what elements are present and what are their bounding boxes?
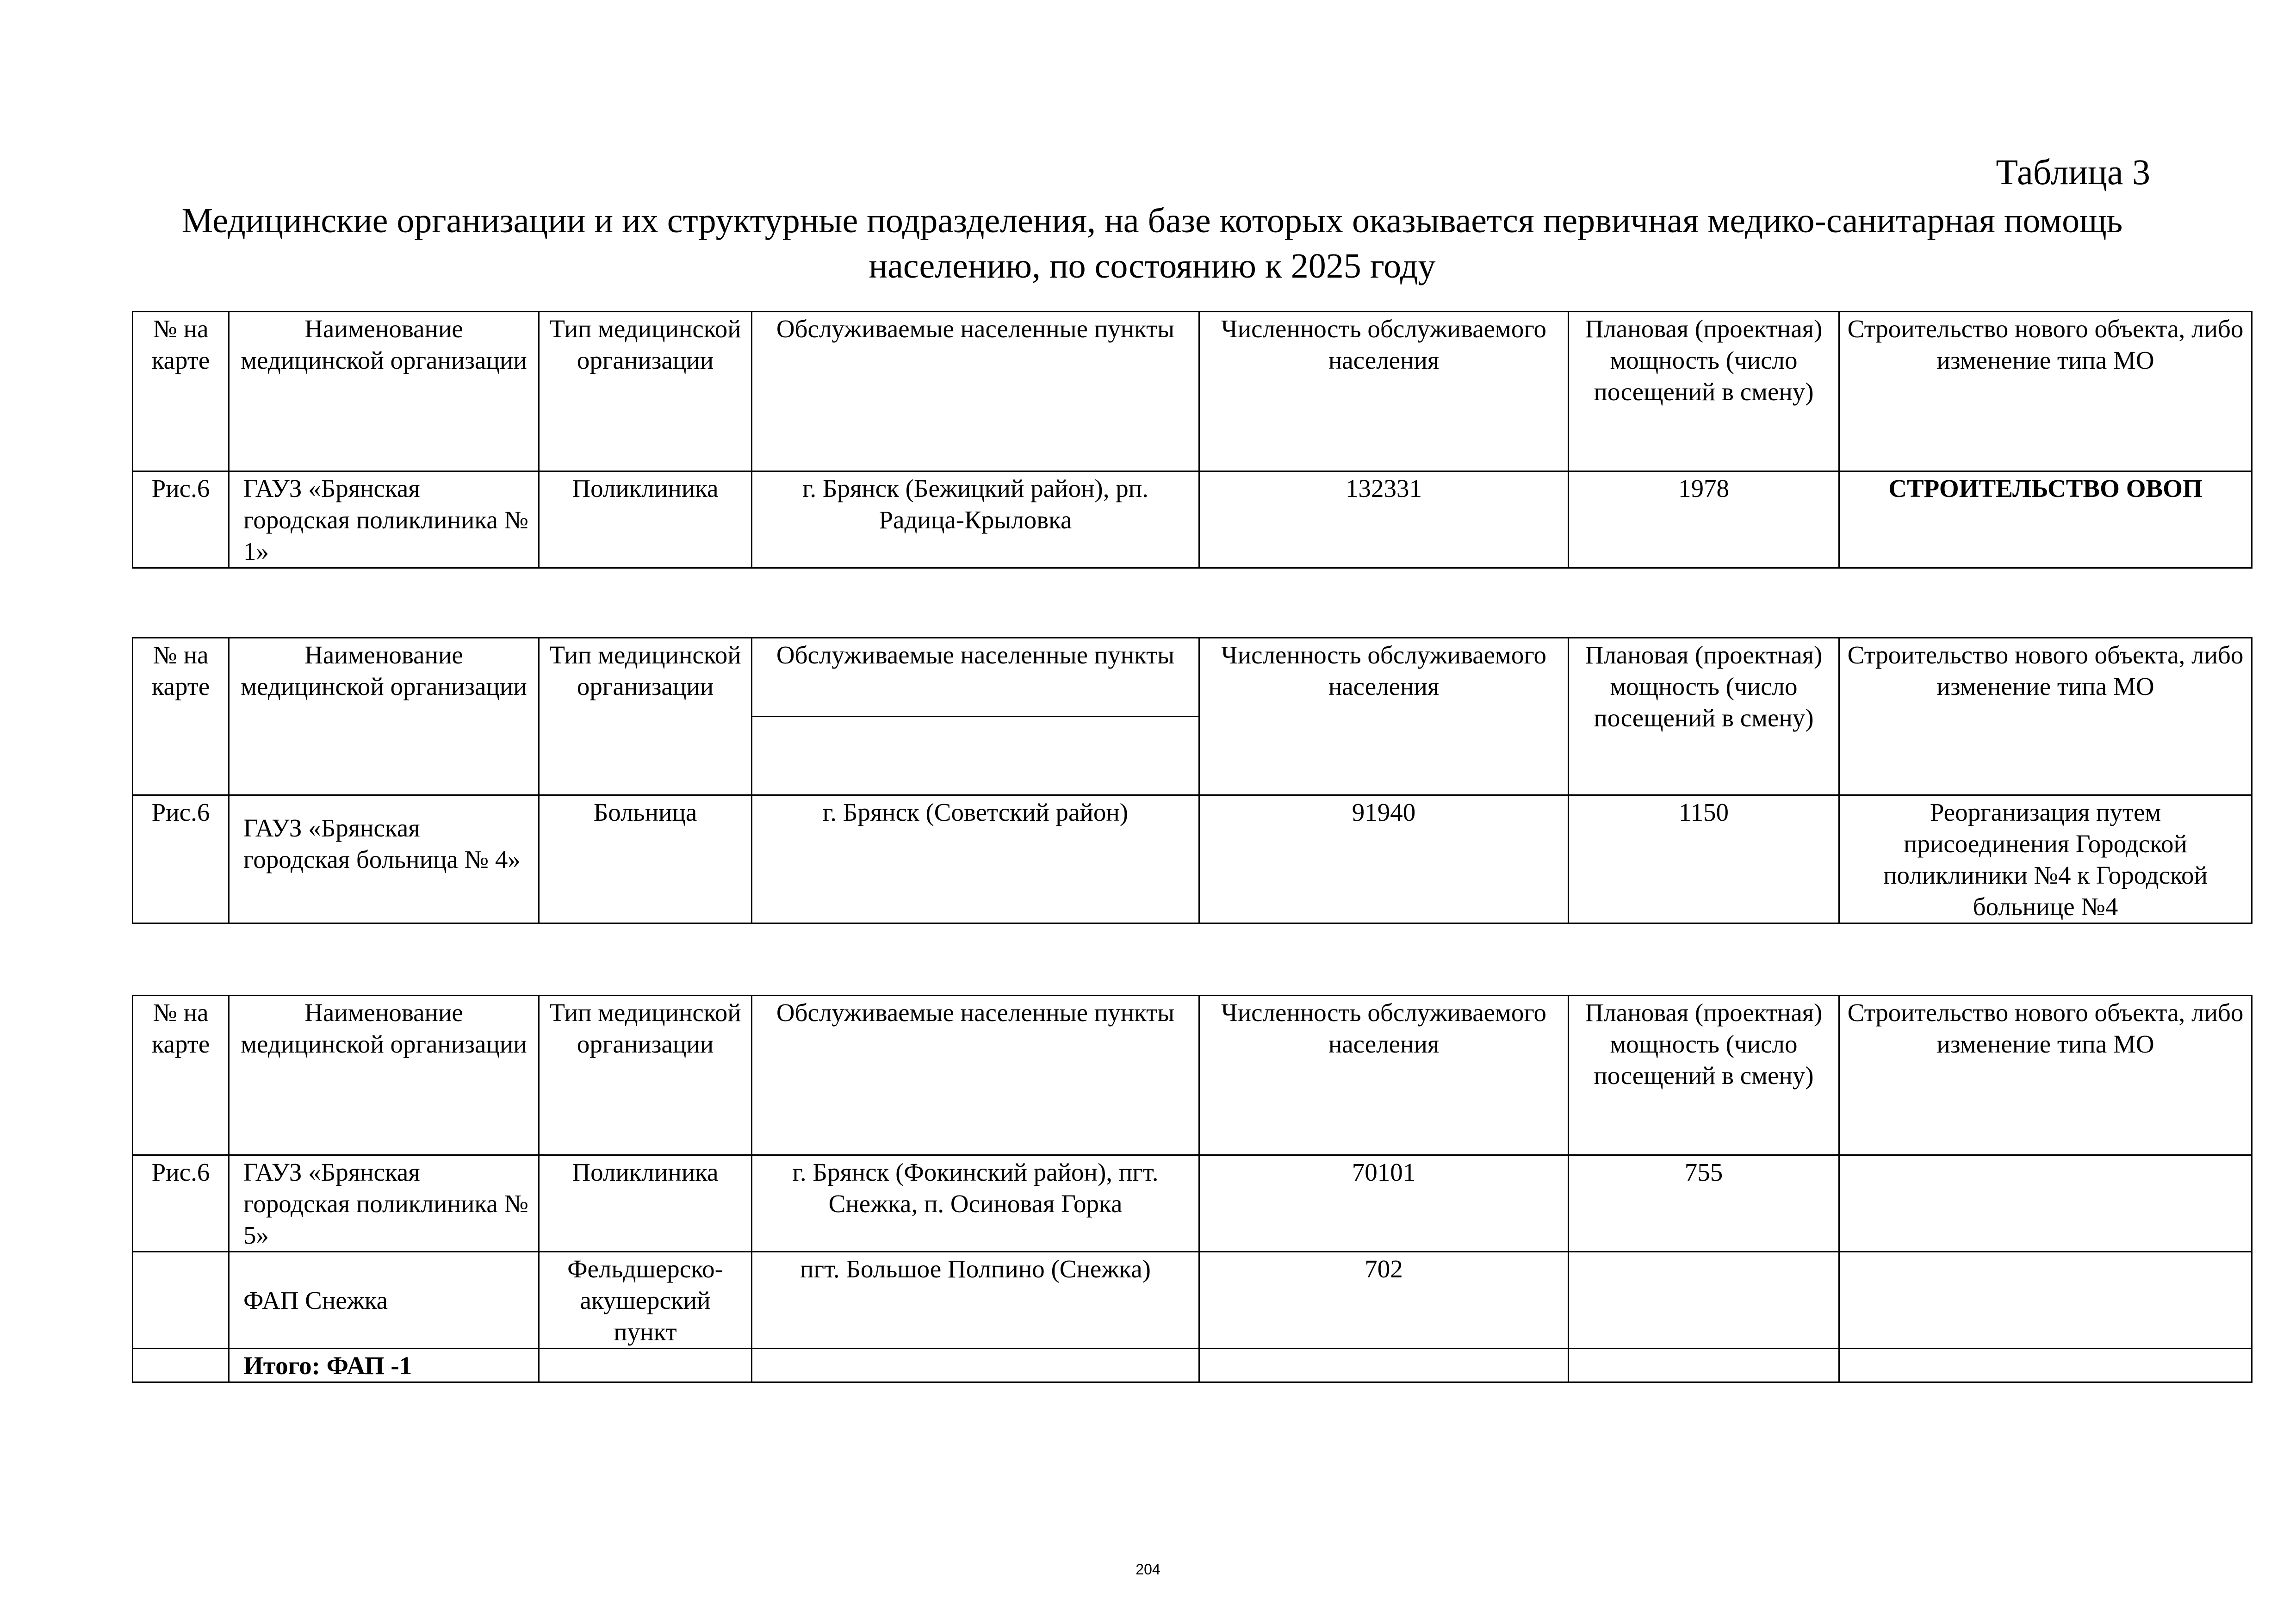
header-map-no: № на карте xyxy=(133,312,229,471)
table-row xyxy=(133,1155,2252,1252)
cell-construction: СТРОИТЕЛЬСТВО ОВОП xyxy=(1839,471,2252,568)
cell-capacity xyxy=(1569,1252,1839,1349)
cell-total-empty xyxy=(752,1349,1199,1382)
cell-org-type: Больница xyxy=(539,795,752,923)
header-construction: Строительство нового объекта, либо изменение типа МО xyxy=(1839,638,2252,795)
header-settlements: Обслуживаемые населенные пункты xyxy=(752,638,1199,717)
cell-construction xyxy=(1839,1252,2252,1349)
cell-total-empty xyxy=(1569,1349,1839,1382)
cell-map-no: Рис.6 xyxy=(133,795,229,923)
table-label: Таблица 3 xyxy=(1996,152,2150,192)
header-org-type: Тип медицинской организации xyxy=(539,996,752,1155)
cell-settlements: пгт. Большое Полпино (Снежка) xyxy=(752,1252,1199,1349)
header-org-name: Наименование медицинской организации xyxy=(229,312,539,471)
header-capacity: Плановая (проектная) мощность (число посещений в смену) xyxy=(1569,312,1839,471)
header-org-name: Наименование медицинской организации xyxy=(229,996,539,1155)
header-capacity: Плановая (проектная) мощность (число посещений в смену) xyxy=(1569,638,1839,795)
page-number: 204 xyxy=(1136,1561,1160,1578)
table-header-row xyxy=(133,312,2252,471)
header-population: Численность обслуживаемого населения xyxy=(1199,312,1569,471)
table-row xyxy=(133,795,2252,923)
cell-capacity: 755 xyxy=(1569,1155,1839,1252)
cell-org-type: Поликлиника xyxy=(539,471,752,568)
header-construction: Строительство нового объекта, либо изменение типа МО xyxy=(1839,996,2252,1155)
cell-settlements: г. Брянск (Бежицкий район), рп. Радица-Крыловка xyxy=(752,471,1199,568)
table-header-row xyxy=(133,638,2252,717)
header-settlements: Обслуживаемые населенные пункты xyxy=(752,996,1199,1155)
cell-population: 702 xyxy=(1199,1252,1569,1349)
cell-total-empty xyxy=(1199,1349,1569,1382)
header-population: Численность обслуживаемого населения xyxy=(1199,638,1569,795)
cell-capacity: 1978 xyxy=(1569,471,1839,568)
cell-org-name: ГАУЗ «Брянская городская больница № 4» xyxy=(229,795,539,923)
table-total-row xyxy=(133,1349,2252,1382)
table-hospital-4 xyxy=(132,637,2253,924)
cell-settlements: г. Брянск (Советский район) xyxy=(752,795,1199,923)
table-row xyxy=(133,471,2252,568)
table-polyclinic-1 xyxy=(132,311,2253,569)
header-map-no: № на карте xyxy=(133,638,229,795)
header-settlements-empty-subcell xyxy=(752,717,1199,795)
cell-settlements: г. Брянск (Фокинский район), пгт. Снежка, п. Осиновая Горка xyxy=(752,1155,1199,1252)
cell-population: 132331 xyxy=(1199,471,1569,568)
cell-capacity: 1150 xyxy=(1569,795,1839,923)
cell-org-type: Фельдшерско-акушерский пункт xyxy=(539,1252,752,1349)
cell-total-empty xyxy=(133,1349,229,1382)
header-construction: Строительство нового объекта, либо изменение типа МО xyxy=(1839,312,2252,471)
cell-map-no xyxy=(133,1252,229,1349)
cell-total-label: Итого: ФАП -1 xyxy=(229,1349,539,1382)
cell-population: 91940 xyxy=(1199,795,1569,923)
header-org-type: Тип медицинской организации xyxy=(539,312,752,471)
cell-org-name: ФАП Снежка xyxy=(229,1252,539,1349)
cell-org-type: Поликлиника xyxy=(539,1155,752,1252)
cell-construction: Реорганизация путем присоединения Городской поликлиники №4 к Городской больнице №4 xyxy=(1839,795,2252,923)
header-map-no: № на карте xyxy=(133,996,229,1155)
cell-total-empty xyxy=(1839,1349,2252,1382)
cell-map-no: Рис.6 xyxy=(133,1155,229,1252)
document-title: Медицинские организации и их структурные подразделения, на базе которых оказывается первичная медико-санитарная помощь населению, по состоянию к 2025 году xyxy=(181,201,2123,285)
cell-map-no: Рис.6 xyxy=(133,471,229,568)
cell-population: 70101 xyxy=(1199,1155,1569,1252)
header-capacity: Плановая (проектная) мощность (число посещений в смену) xyxy=(1569,996,1839,1155)
cell-construction xyxy=(1839,1155,2252,1252)
cell-org-name: ГАУЗ «Брянская городская поликлиника № 1» xyxy=(229,471,539,568)
header-org-type: Тип медицинской организации xyxy=(539,638,752,795)
cell-org-name: ГАУЗ «Брянская городская поликлиника № 5» xyxy=(229,1155,539,1252)
table-header-row xyxy=(133,996,2252,1155)
header-org-name: Наименование медицинской организации xyxy=(229,638,539,795)
table-polyclinic-5 xyxy=(132,995,2253,1383)
header-settlements: Обслуживаемые населенные пункты xyxy=(752,312,1199,471)
cell-total-empty xyxy=(539,1349,752,1382)
table-row xyxy=(133,1252,2252,1349)
header-population: Численность обслуживаемого населения xyxy=(1199,996,1569,1155)
